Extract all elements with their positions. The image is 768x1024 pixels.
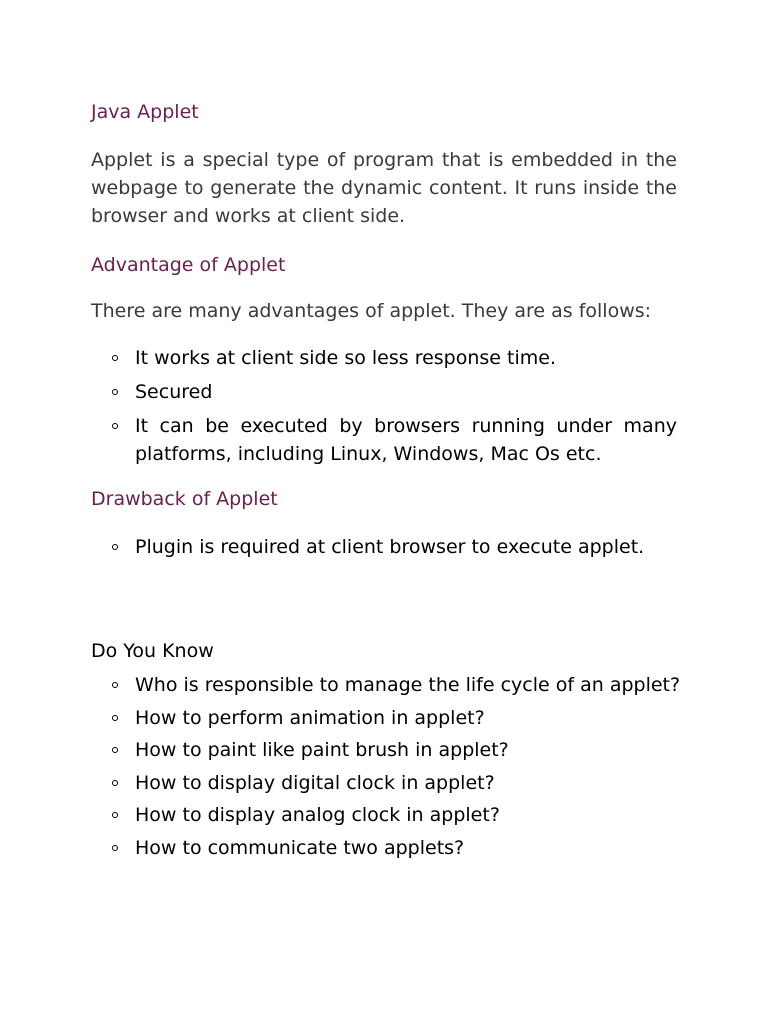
list-item-text: How to display digital clock in applet? [135,771,495,794]
list-item-text: How to display analog clock in applet? [135,804,500,826]
bullet-icon [112,715,118,721]
bullet-icon [112,389,118,395]
list-item-text: How to communicate two applets? [135,836,465,859]
list-item [91,834,691,862]
bullet-icon [112,747,118,753]
list-item [91,533,677,561]
list-item [91,671,691,699]
drawback-list [91,533,677,561]
list-item-text: How to paint like paint brush in applet? [135,739,509,761]
list-item-text: It can be executed by browsers running under many platforms, including Linux, Windows, Mac Os etc. [135,415,677,465]
do-you-know-heading: Do You Know [91,640,214,662]
list-item [91,704,691,732]
bullet-icon [112,812,118,818]
bullet-icon [112,845,118,851]
bullet-icon [112,544,118,550]
list-item [91,344,677,372]
do-you-know-list [91,671,691,862]
advantage-lead: There are many advantages of applet. They are as follows: [91,300,652,322]
list-item-text: How to perform animation in applet? [135,706,485,729]
list-item [91,412,677,468]
drawback-heading: Drawback of Applet [91,488,278,510]
advantage-heading: Advantage of Applet [91,254,286,276]
list-item-text: Plugin is required at client browser to execute applet. [135,536,645,558]
page-title: Java Applet [91,101,199,123]
bullet-icon [112,355,118,361]
bullet-icon [112,423,118,429]
bullet-icon [112,682,118,688]
advantage-list [91,344,677,468]
list-item [91,378,677,406]
list-item [91,769,691,797]
bullet-icon [112,780,118,786]
list-item-text: Secured [135,381,213,403]
list-item-text: Who is responsible to manage the life cycle of an applet? [135,674,681,696]
list-item-text: It works at client side so less response time. [135,347,557,369]
intro-paragraph: Applet is a special type of program that is embedded in the webpage to generate the dynamic content. It runs inside the browser and works at client side. [91,149,677,227]
list-item [91,736,691,764]
list-item [91,801,691,829]
